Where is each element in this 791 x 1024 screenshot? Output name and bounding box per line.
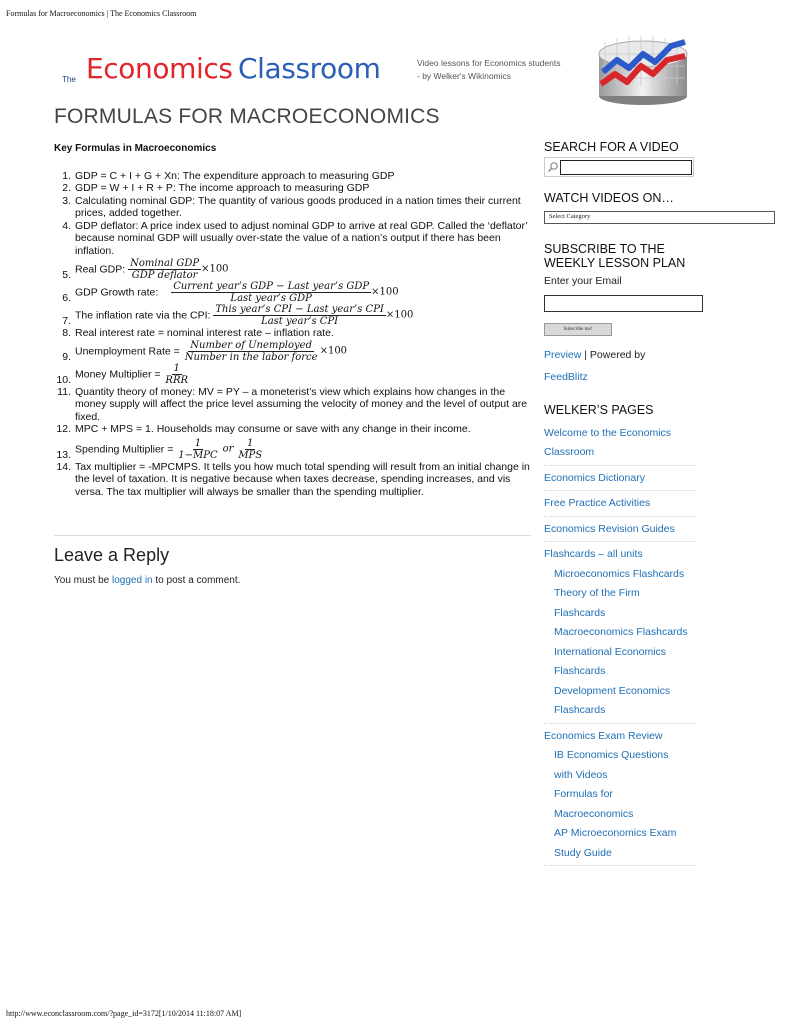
formula-text: Quantity theory of money: MV = PY – a moneterist’s view which explains how changes in the money supply will affect the price level assuming the velocity of money and the level of output are fixed. — [75, 385, 528, 423]
formula-label: The inflation rate via the CPI: — [75, 309, 211, 322]
sidebar-page-item[interactable] — [544, 542, 696, 562]
formula-fraction — [176, 438, 219, 461]
logo-word-classroom: Classroom — [238, 52, 381, 85]
search-input[interactable] — [560, 160, 692, 175]
sidebar-page-link[interactable]: Development Economics — [554, 684, 671, 697]
preview-link[interactable]: Preview — [544, 349, 582, 361]
watch-videos-title: WATCH VIDEOS ON… — [544, 190, 674, 205]
feedblitz-row — [544, 371, 696, 383]
fraction-denominator: RRR — [165, 374, 189, 386]
login-note — [54, 575, 240, 586]
sidebar-page-item[interactable] — [544, 802, 696, 822]
formula-fraction — [128, 258, 201, 281]
formula-label: Real GDP: — [75, 263, 126, 276]
fraction-denominator: Last year’s CPI — [261, 316, 339, 327]
sidebar-page-item[interactable] — [544, 640, 696, 660]
main-content — [54, 143, 532, 498]
sidebar-page-item[interactable] — [544, 679, 696, 699]
sidebar-page-link[interactable]: Welcome to the Economics — [544, 426, 672, 439]
formula-item-11 — [54, 386, 532, 424]
formula-label: Money Multiplier = — [75, 367, 161, 380]
formula-text: GDP deflator: A price index used to adjust nominal GDP to arrive at real GDP. Called the ‘deflator’ because nominal GDP will usually over-state the value of a nation’s output if there has been inflation. — [75, 219, 528, 257]
sidebar-page-item[interactable] — [544, 491, 696, 517]
formula-item-13 — [54, 438, 532, 461]
item-number: 12. — [56, 423, 71, 435]
search-widget-title: SEARCH FOR A VIDEO — [544, 140, 679, 154]
sidebar-page-link[interactable]: Formulas for — [554, 788, 613, 800]
item-number: 10. — [56, 373, 71, 386]
subscribe-title: SUBSCRIBE TO THE WEEKLY LESSON PLAN — [544, 242, 686, 270]
sidebar-page-item[interactable] — [544, 421, 696, 441]
email-input[interactable] — [544, 295, 703, 312]
sidebar-page-link[interactable]: Flashcards — [554, 606, 606, 619]
fraction-denominator: Last year’s GDP — [230, 293, 312, 304]
feed-credit — [544, 349, 696, 361]
sidebar-page-item[interactable] — [544, 743, 696, 763]
formula-item-14 — [54, 461, 532, 499]
formula-fraction — [163, 363, 190, 386]
formula-item-4 — [54, 220, 532, 258]
sidebar-page-link[interactable]: Classroom — [544, 446, 595, 458]
sidebar-page-link[interactable]: Economics Revision Guides — [544, 522, 675, 535]
sidebar-page-link[interactable]: International Economics — [554, 645, 667, 658]
sidebar-page-link[interactable]: Macroeconomics — [554, 807, 634, 820]
sidebar-page-item[interactable] — [544, 466, 696, 492]
fraction-numerator: 1 — [194, 437, 202, 449]
sidebar-page-link[interactable]: Economics Dictionary — [544, 471, 645, 484]
tagline-line-1: Video lessons for Economics students — [417, 58, 561, 68]
sidebar-page-item[interactable] — [544, 724, 696, 744]
item-number: 2. — [62, 182, 71, 194]
item-number: 1. — [62, 169, 71, 182]
formula-label: Spending Multiplier = — [75, 442, 174, 455]
sidebar-page-link[interactable]: Flashcards — [554, 665, 606, 677]
formula-item-10 — [54, 363, 532, 386]
sidebar-page-link[interactable]: Free Practice Activities — [544, 497, 651, 509]
sidebar-page-item[interactable] — [544, 763, 696, 783]
formula-item-2 — [54, 182, 532, 195]
email-label: Enter your Email — [544, 275, 622, 287]
formula-label: Unemployment Rate = — [75, 344, 180, 357]
sidebar-page-link[interactable]: AP Microeconomics Exam — [554, 827, 677, 839]
formula-item-7 — [54, 304, 532, 327]
pages-list — [544, 421, 696, 867]
fraction-numerator: 1 — [247, 437, 254, 449]
formula-item-9 — [54, 340, 532, 363]
sidebar — [544, 141, 696, 866]
sidebar-page-link[interactable]: Theory of the Firm — [554, 587, 640, 599]
item-number: 11. — [57, 385, 71, 398]
logged-in-link[interactable]: logged in — [112, 575, 153, 586]
subscribe-button[interactable]: Subscribe me! — [544, 323, 612, 336]
formula-or: or — [222, 442, 234, 454]
formula-multiplier: ×100 — [201, 263, 229, 275]
item-number: 7. — [62, 315, 71, 327]
formula-text: GDP = W + I + R + P: The income approach to measuring GDP — [75, 182, 370, 194]
sidebar-page-item[interactable] — [544, 841, 696, 867]
fraction-denominator: Number in the labor force — [184, 351, 318, 363]
browser-print-footer: http://www.econclassroom.com/?page_id=3172[1/10/2014 11:18:07 AM] — [6, 1009, 242, 1018]
item-number: 13. — [56, 448, 71, 461]
category-select[interactable]: Select Category — [544, 211, 775, 224]
page-title: FORMULAS FOR MACROECONOMICS — [54, 105, 440, 128]
sidebar-page-link[interactable]: Microeconomics Flashcards — [554, 567, 685, 580]
sidebar-page-item[interactable] — [544, 620, 696, 640]
sidebar-page-link[interactable]: Macroeconomics Flashcards — [554, 626, 688, 638]
formula-item-6 — [54, 281, 532, 304]
formula-item-5 — [54, 258, 532, 281]
item-number: 9. — [62, 350, 71, 363]
fraction-numerator: Nominal GDP — [130, 258, 200, 269]
formula-text: Real interest rate = nominal interest rate – inflation rate. — [75, 327, 334, 339]
fraction-denominator: 1−MPC — [178, 449, 218, 461]
site-tagline — [417, 57, 560, 83]
formula-item-8 — [54, 327, 532, 340]
formula-fraction — [183, 340, 320, 363]
formula-multiplier: ×100 — [371, 286, 399, 298]
sidebar-page-link[interactable]: Study Guide — [554, 846, 612, 859]
item-number: 4. — [62, 219, 71, 232]
formula-text: Tax multiplier = -MPCMPS. It tells you how much total spending will result from an initial change in the level of taxation. It is negative because when taxes decrease, spending increases, and vis versa. The tax multiplier will always be smaller than the spending multiplier. — [75, 460, 530, 498]
item-number: 6. — [62, 292, 71, 304]
formula-label: GDP Growth rate: — [75, 286, 159, 299]
formula-item-1 — [54, 170, 532, 183]
sidebar-page-link[interactable]: with Videos — [554, 768, 608, 781]
sidebar-page-link[interactable]: Economics Exam Review — [544, 729, 663, 742]
formula-item-12 — [54, 423, 532, 436]
logo-word-economics: Economics — [86, 52, 233, 85]
formula-text: Calculating nominal GDP: The quantity of various goods produced in a nation times their current prices, added together. — [75, 194, 521, 219]
sidebar-page-item[interactable] — [544, 440, 696, 466]
sidebar-page-item[interactable] — [544, 517, 696, 543]
sidebar-page-item[interactable] — [544, 821, 696, 841]
section-heading: Key Formulas in Macroeconomics — [54, 143, 217, 154]
fraction-denominator: GDP deflator — [131, 270, 198, 281]
formula-text: GDP = C + I + G + Xn: The expenditure approach to measuring GDP — [75, 169, 395, 182]
content-divider — [54, 535, 531, 536]
feedblitz-link[interactable]: FeedBlitz — [544, 371, 588, 383]
sidebar-page-link[interactable]: Flashcards – all units — [544, 548, 643, 560]
formula-text: MPC + MPS = 1. Households may consume or save with any change in their income. — [75, 423, 471, 435]
search-icon[interactable] — [547, 161, 559, 173]
powered-by-text: | Powered by — [584, 349, 646, 361]
fraction-numerator: 1 — [173, 362, 180, 374]
formula-fraction — [171, 281, 371, 304]
formula-multiplier: ×100 — [385, 309, 414, 321]
fraction-denominator: MPS — [238, 449, 263, 461]
tagline-line-2: - by Welker's Wikinomics — [417, 71, 512, 81]
item-number: 3. — [62, 194, 71, 207]
login-note-prefix: You must be — [54, 575, 110, 586]
item-number: 14. — [56, 460, 71, 473]
chart-graphic-icon — [591, 34, 695, 106]
browser-print-header: Formulas for Macroeconomics | The Economics Classroom — [6, 9, 197, 18]
formula-fraction-alt — [236, 438, 264, 461]
formula-multiplier: ×100 — [319, 344, 348, 356]
sidebar-page-item[interactable] — [544, 601, 696, 621]
sidebar-page-item[interactable] — [544, 659, 696, 679]
login-note-suffix: to post a comment. — [155, 575, 241, 586]
sidebar-page-item[interactable] — [544, 562, 696, 582]
sidebar-page-link[interactable]: IB Economics Questions — [554, 749, 669, 761]
formula-fraction — [213, 304, 386, 327]
formula-list — [54, 170, 532, 499]
item-number: 5. — [62, 269, 71, 281]
welkers-pages-title: WELKER’S PAGES — [544, 403, 654, 417]
sidebar-page-item[interactable] — [544, 581, 696, 601]
fraction-numerator: Number of Unemployed — [190, 339, 312, 351]
search-box — [544, 157, 694, 177]
sidebar-page-item[interactable] — [544, 782, 696, 802]
logo-the: The — [62, 75, 76, 84]
sidebar-page-item[interactable] — [544, 698, 696, 724]
sidebar-page-link[interactable]: Flashcards — [554, 704, 606, 716]
fraction-numerator: Current year’s GDP − Last year’s GDP — [173, 281, 370, 292]
item-number: 8. — [62, 327, 71, 339]
leave-reply-heading: Leave a Reply — [54, 545, 170, 565]
fraction-numerator: This year’s CPI − Last year’s CPI — [215, 304, 384, 315]
formula-item-3 — [54, 195, 532, 220]
